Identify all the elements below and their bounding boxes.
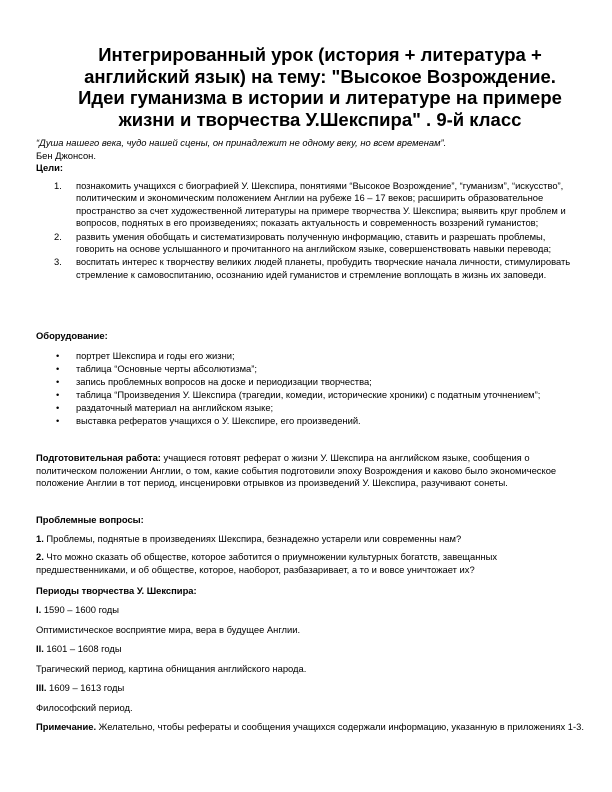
goals-heading: Цели: [36,162,64,173]
period-number: II. [36,643,44,654]
period-1-description: Оптимистическое восприятие мира, вера в будущее Англии. [36,624,301,635]
equipment-text: портрет Шекспира и годы его жизни; [76,350,235,361]
bullet-icon: • [56,389,60,401]
bullet-icon: • [56,376,60,388]
equipment-text: таблица “Основные черты абсолютизма”; [76,363,257,375]
preparatory-work-text: учащиеся готовят реферат о жизни У. Шекспира на английском языке, сообщения о политическом положении Англии, о том, какие события подготовили эпоху Возрождения и каково было экономическое положение Англии в тот период, инсценировки отрывков из произведений У. Шекспира, разучивают сонеты. [36,452,557,489]
bullet-icon: • [56,402,60,414]
period-years: 1601 – 1608 годы [43,643,122,654]
equipment-item [36,389,576,402]
equipment-text: раздаточный материал на английском языке; [76,402,274,414]
goals-list [36,180,580,282]
equipment-text: таблица “Произведения У. Шекспира (трагедии, комедии, исторические хроники) с податным уточнением”; [76,389,541,401]
question-number: 2. [36,551,44,562]
period-number: III. [36,682,47,693]
preparatory-work [36,452,580,490]
equipment-item [36,363,576,376]
goal-item [36,256,580,281]
note-label: Примечание. [36,721,97,732]
equipment-text: выставка рефератов учащихся о У. Шекспире, его произведений. [76,415,361,427]
period-2-description: Трагический период, картина обнищания английского народа. [36,663,307,674]
equipment-text: запись проблемных вопросов на доске и периодизации творчества; [76,376,372,388]
epigraph-quote: “Душа нашего века, чудо нашей сцены, он принадлежит не одному веку, но всем временам”. [36,137,447,148]
lesson-title: Интегрированный урок (история + литература + английский язык) на тему: "Высокое Возрождение. Идеи гуманизма в истории и литературе на примере жизни и творчества У.Шекспира" . 9-й класс [78,44,562,130]
note-text: Желательно, чтобы рефераты и сообщения учащихся содержали информацию, указанную в приложениях 1-3. [96,721,584,732]
equipment-list [36,350,576,429]
period-2-years [36,643,122,656]
period-years: 1590 – 1600 годы [41,604,119,615]
note [36,721,584,734]
equipment-item [36,376,576,389]
period-number: I. [36,604,42,615]
period-3-description: Философский период. [36,702,133,713]
preparatory-work-label: Подготовительная работа: [36,452,161,463]
period-1-years [36,604,119,617]
equipment-item [36,350,576,363]
goal-number: 3. [54,256,62,268]
goal-number: 2. [54,230,62,242]
bullet-icon: • [56,363,60,375]
period-3-years [36,682,124,695]
goal-item [36,180,580,230]
problem-question-1 [36,533,584,546]
equipment-item [36,402,576,415]
goal-number: 1. [54,180,62,191]
goal-item [36,231,580,256]
goal-text: развить умения обобщать и систематизировать полученную информацию, ставить и разрешать проблемы, говорить на основе услышанного и прочитанного на английском языке, совершенствовать навыки перевода; [76,230,552,255]
question-text: Проблемы, поднятые в произведениях Шекспира, безнадежно устарели или современны нам? [43,533,462,544]
period-years: 1609 – 1613 годы [46,682,125,693]
goal-text: познакомить учащихся с биографией У. Шекспира, понятиями “Высокое Возрождение”, “гуманизм”, “искусство”, политическим и экономическим положением Англии на рубеже 16 – 17 веков; расширить образовательное пространство за счет художественной литературы на примере творчества У. Шекспира; выявить круг проблем и вопросов, поднятых в его произведениях; показать актуальность и современность воззрений гуманистов; [76,180,566,229]
problem-question-2 [36,551,584,576]
epigraph-author: Бен Джонсон. [36,150,96,161]
equipment-heading: Оборудование: [36,330,108,341]
goal-text: воспитать интерес к творчеству великих людей планеты, пробудить творческие начала личности, стимулировать стремление к самовоспитанию, осознанию идей гуманистов и стремление воплощать в жизнь их заповеди. [76,256,571,280]
bullet-icon: • [56,415,60,427]
question-text: Что можно сказать об обществе, которое заботится о приумножении культурных богатств, завещанных предшественниками, и об обществе, которое, наоборот, разбазаривает, а то и вовсе уничтожает их? [36,551,498,575]
problems-heading: Проблемные вопросы: [36,514,144,525]
question-number: 1. [36,533,44,544]
bullet-icon: • [56,350,60,361]
equipment-item [36,415,576,428]
periods-heading: Периоды творчества У. Шекспира: [36,585,197,596]
